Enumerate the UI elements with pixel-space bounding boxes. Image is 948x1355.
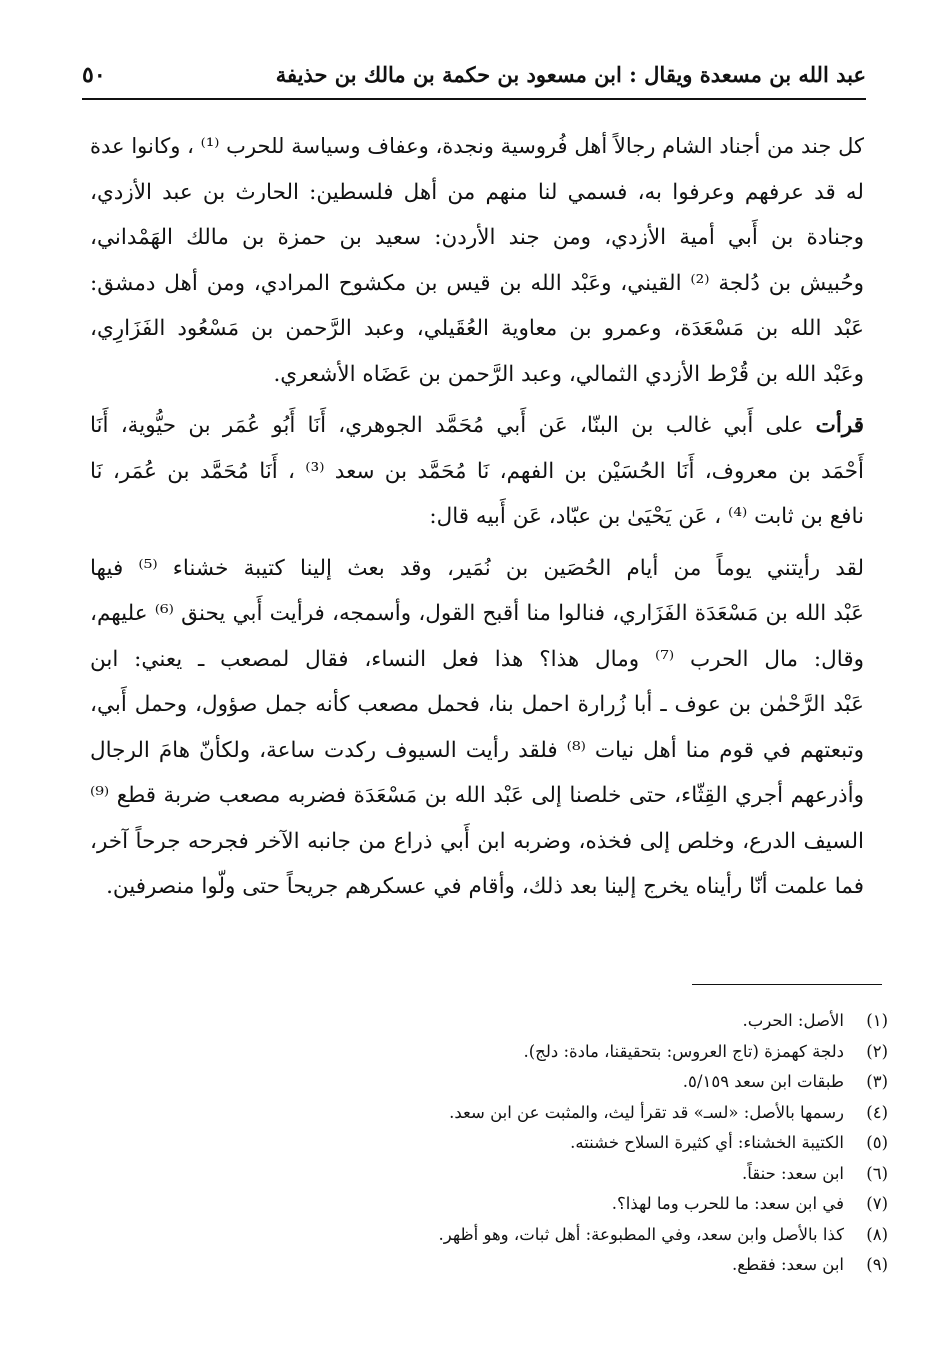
footnote-text: الأصل: الحرب. [742,1011,844,1030]
text-line: عَبْد الله بن مَسْعَدَة، وعمرو بن معاوية العُقَيلي، وعبد الرَّحمن بن مَسْعُود الفَزَارِي، [90,316,864,341]
text-line: فما علمت أنّا رأيناه يخرج إلينا بعد ذلك، وأقام في عسكرهم جريحاً حتى ولّوا منصرفين. [106,874,864,899]
footnote-item [90,1067,888,1098]
footnote-number: (٦) [866,1163,888,1183]
footnote-text: طبقات ابن سعد ٥/١٥٩. [682,1072,844,1091]
text-line: السيف الدرع، وخلص إلى فخذه، وضربه ابن أَبي ذراع من جانبه الآخر فجرحه جرحاً آخر، [90,828,864,854]
text-line: له قد عرفهم وعرفوا به، فسمي لنا منهم من أهل فلسطين: الحارث بن عبد الأزدي، [90,179,864,205]
footnote-number: (٤) [866,1102,888,1122]
text-line: وأذرعهم أجري القِثّاء، حتى خلصنا إلى عَبْد الله بن مَسْعَدَة فضربه مصعب ضربة قطع ⁽⁹⁾ [90,783,864,808]
main-text [90,124,864,910]
text-line: عَبْد الله بن مَسْعَدَة الفَزَاري، فنالوا منا أقبح القول، وأسمجه، فرأيت أَبي يحنق ⁽⁶⁾ عليهم، [90,601,864,626]
text-line [90,403,864,449]
text-line: لقد رأيتني يوماً من أيام الحُصَين بن نُمَير، وقد بعث إلينا كتيبة خشناء ⁽⁵⁾ فيها [90,555,864,581]
footnote-item [90,1098,888,1129]
footnote-text: في ابن سعد: ما للحرب وما لهذا؟. [611,1194,844,1213]
footnote-number: (١) [866,1011,888,1030]
footnote-text: الكتيبة الخشناء: أي كثيرة السلاح خشنته. [570,1133,844,1152]
footnotes [90,1006,888,1281]
footnote-number: (٢) [866,1041,888,1061]
footnote-item [90,1189,888,1220]
footnote-number: (٣) [866,1072,888,1091]
footnote-text: كذا بالأصل وابن سعد، وفي المطبوعة: أهل ثبات، وهو أظهر. [438,1224,844,1244]
text-line: وحُبيش بن دُلجة ⁽²⁾ القيني، وعَبْد الله بن قيس بن مكشوح المرادي، ومن أهل دمشق: [90,270,864,296]
footnote-number: (٧) [866,1194,888,1213]
text-line: أَحْمَد بن معروف، أَنَا الحُسَيْن بن الفهم، نَا مُحَمَّد بن سعد ⁽³⁾ ، أَنَا مُحَمَّد بن عُمَر، نَا [90,458,865,484]
text-line: كل جند من أجناد الشام رجالاً أهل فُروسية ونجدة، وعفاف وسياسة للحرب ⁽¹⁾ ، وكانوا عدة [90,134,864,158]
text-line: وتبعتهم في قوم منا أهل نيات ⁽⁸⁾ فلقد رأيت السيوف ركدت ساعة، ولكأنّ هامَ الرجال [90,737,864,763]
text-line: وجنادة بن أَبي أمية الأزدي، ومن جند الأردن: سعيد بن حمزة بن مالك الهَمْداني، [90,225,864,250]
footnote-item [90,1159,888,1190]
text-line: عَبْد الرَّحْمٰن بن عوف ـ أبا زُرارة احمل بنا، فحمل مصعب كأنه جمل صؤول، وحمل أَبي، [90,692,864,717]
footnote-item [90,1006,888,1037]
running-header [82,58,866,100]
header-title: عبد الله بن مسعدة ويقال : ابن مسعود بن حكمة بن مالك بن حذيفة [275,62,866,87]
text-line: وقال: مال الحرب ⁽⁷⁾ ومال هذا؟ هذا فعل النساء، فقال لمصعب ـ يعني: ابن [90,646,864,672]
text-line: نافع بن ثابت ⁽⁴⁾ ، عَن يَحْيَىٰ بن عبّاد، عَن أَبيه قال: [429,504,864,529]
footnote-text: ابن سعد: حنقاً. [741,1163,844,1183]
footnote-item [90,1220,888,1251]
footnote-item [90,1250,888,1281]
paragraph-lead-word: قرأت [815,413,864,438]
footnote-number: (٨) [866,1224,888,1244]
footnote-text: دلجة كهمزة (تاج العروس: بتحقيقنا، مادة: دلج). [523,1041,844,1061]
text-line: وعَبْد الله بن قُرْط الأزدي الثمالي، وعبد الرَّحمن بن عَضَاه الأشعري. [273,361,864,387]
footnote-text: ابن سعد: فقطع. [731,1255,844,1274]
text-line-rest: على أَبي غالب بن البنّا، عَن أَبي مُحَمَّد الجوهري، أَنَا أَبُو عُمَر بن حيُّوية، أَنَا [90,413,816,438]
footnote-number: (٥) [866,1133,888,1152]
footnote-text: رسمها بالأصل: «لسـ» قد تقرأ ليث، والمثبت عن ابن سعد. [449,1102,844,1122]
footnote-number: (٩) [866,1255,888,1274]
footnote-separator [692,984,882,985]
page-number: ٥٠ [82,62,106,88]
footnote-item [90,1128,888,1159]
footnote-item [90,1037,888,1068]
